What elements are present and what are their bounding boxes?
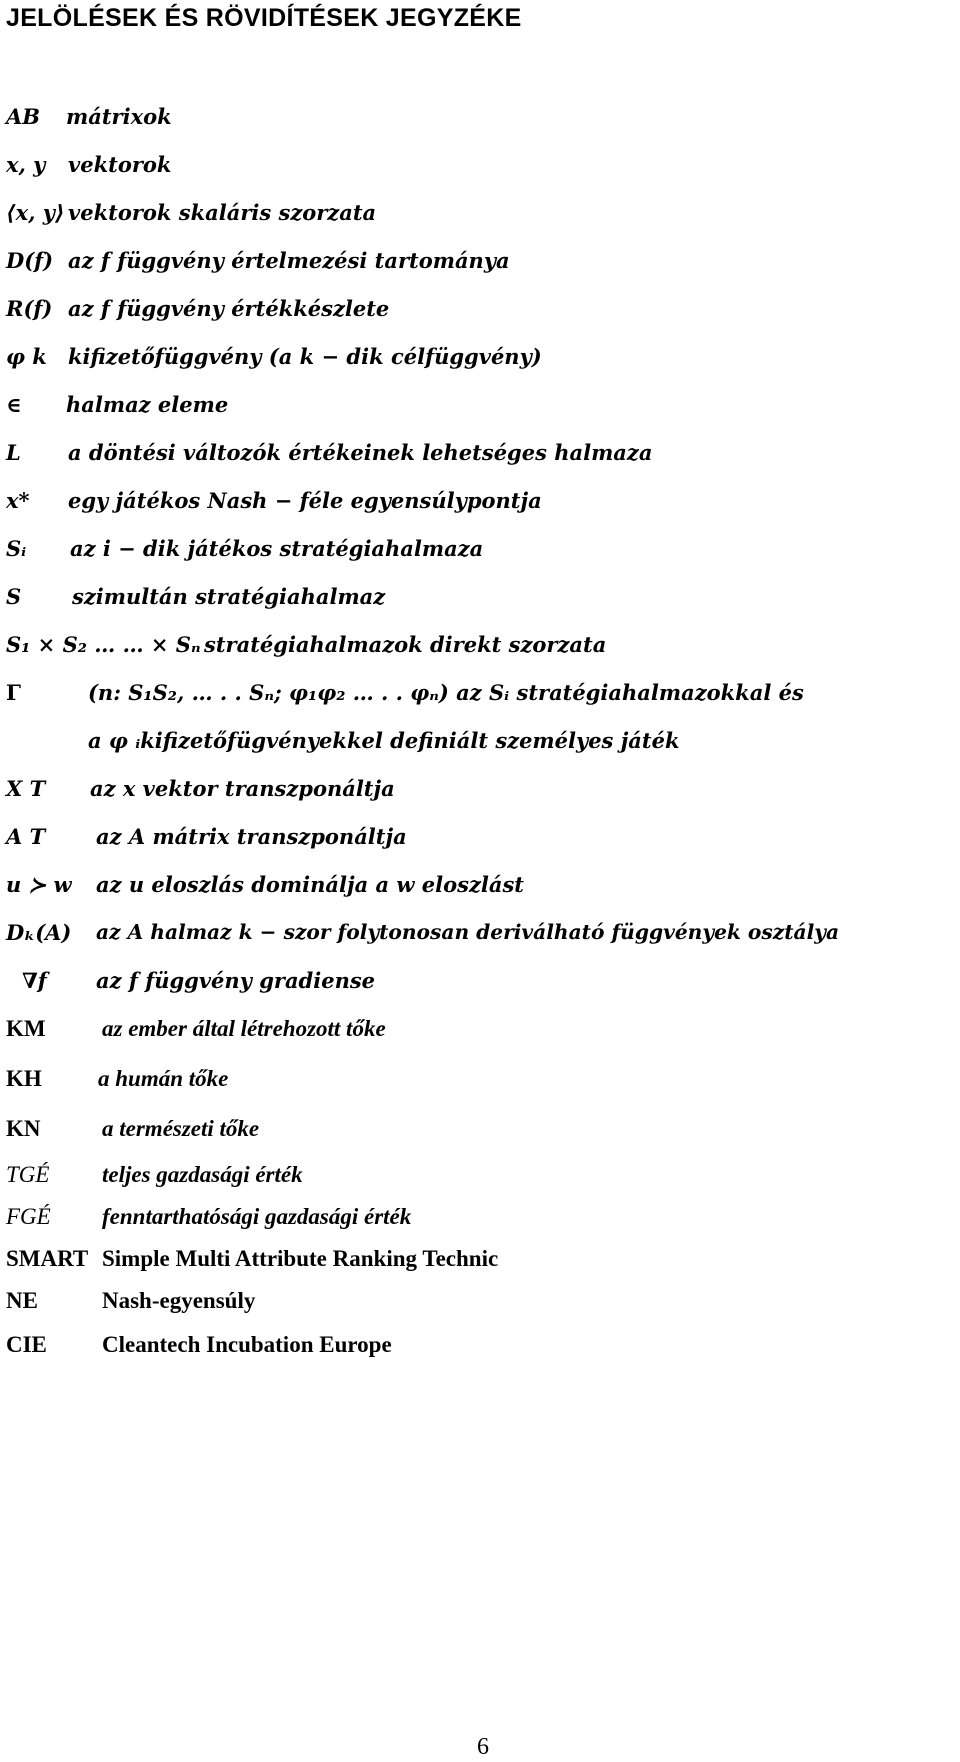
description-payoff: kifizetőfüggvény (a k − dik célfüggvény) bbox=[68, 344, 542, 369]
description-strategy-set: az i − dik játékos stratégiahalmaza bbox=[70, 536, 484, 561]
symbol-gradient: ∇f bbox=[22, 968, 47, 993]
symbol-matrix-transpose: A T bbox=[6, 824, 46, 849]
description-gradient: az f függvény gradiense bbox=[96, 968, 376, 993]
symbol-cie: CIE bbox=[6, 1332, 47, 1357]
description-sustainability-value: fenntarthatósági gazdasági érték bbox=[102, 1204, 412, 1229]
description-total-economic-value: teljes gazdasági érték bbox=[102, 1162, 303, 1187]
description-ne: Nash-egyensúly bbox=[102, 1288, 256, 1313]
description-range: az f függvény értékkészlete bbox=[68, 296, 390, 321]
symbol-decision-set: L bbox=[6, 440, 21, 465]
symbol-nash-point: x* bbox=[6, 488, 30, 513]
description-manmade-capital: az ember által létrehozott tőke bbox=[102, 1016, 386, 1041]
description-simultaneous-set: szimultán stratégiahalmaz bbox=[72, 584, 386, 609]
symbol-matrices: AB bbox=[6, 104, 41, 129]
description-smart: Simple Multi Attribute Ranking Technic bbox=[102, 1246, 499, 1271]
description-element-of: halmaz eleme bbox=[66, 392, 229, 417]
symbol-range: R(f) bbox=[6, 296, 53, 321]
description-vector-transpose: az x vektor transzponáltja bbox=[90, 776, 395, 801]
description-matrix-transpose: az A mátrix transzponáltja bbox=[96, 824, 407, 849]
symbol-simultaneous-set: S bbox=[6, 584, 22, 609]
description-human-capital: a humán tőke bbox=[98, 1066, 229, 1091]
description-cie: Cleantech Incubation Europe bbox=[102, 1332, 392, 1357]
symbol-manmade-capital: KM bbox=[6, 1016, 46, 1041]
description-differentiable-class: az A halmaz k − szor folytonosan deriválható függvények osztálya bbox=[96, 920, 840, 944]
symbol-dominance: u ≻ w bbox=[6, 872, 72, 897]
symbol-smart: SMART bbox=[6, 1246, 89, 1271]
symbol-vectors: x, y bbox=[6, 152, 46, 177]
symbol-domain: D(f) bbox=[6, 248, 54, 273]
symbol-element-of: ∈ bbox=[6, 392, 22, 417]
symbol-sustainability-value: FGÉ bbox=[6, 1204, 51, 1229]
symbol-direct-product: S₁ × S₂ … … × Sₙ bbox=[6, 632, 201, 657]
description-decision-set: a döntési változók értékeinek lehetséges halmaza bbox=[68, 440, 653, 465]
description-natural-capital: a természeti tőke bbox=[102, 1116, 260, 1141]
description-scalar-product: vektorok skaláris szorzata bbox=[68, 200, 377, 225]
description-domain: az f függvény értelmezési tartománya bbox=[68, 248, 510, 273]
description-dominance: az u eloszlás dominálja a w eloszlást bbox=[96, 872, 524, 897]
description-direct-product: stratégiahalmazok direkt szorzata bbox=[204, 632, 607, 657]
symbol-ne: NE bbox=[6, 1288, 38, 1313]
page-title: JELÖLÉSEK ÉS RÖVIDÍTÉSEK JEGYZÉKE bbox=[6, 4, 522, 32]
symbol-differentiable-class: Dₖ(A) bbox=[6, 920, 72, 945]
symbol-scalar-product: ⟨x, y⟩ bbox=[6, 200, 65, 225]
symbol-natural-capital: KN bbox=[6, 1116, 41, 1141]
symbol-total-economic-value: TGÉ bbox=[6, 1162, 50, 1187]
description-game-continued: a φ ᵢkifizetőfügvényekkel definiált személyes játék bbox=[88, 728, 680, 753]
description-vectors: vektorok bbox=[68, 152, 172, 177]
description-game: (n: S₁S₂, … . . Sₙ; φ₁φ₂ … . . φₙ) az Sᵢ stratégiahalmazokkal és bbox=[88, 680, 804, 705]
symbol-payoff: φ k bbox=[6, 344, 47, 369]
description-matrices: mátrixok bbox=[66, 104, 172, 129]
symbol-game: Γ bbox=[6, 680, 21, 705]
symbol-vector-transpose: X T bbox=[6, 776, 46, 801]
symbol-human-capital: KH bbox=[6, 1066, 42, 1091]
symbol-strategy-set: Sᵢ bbox=[6, 536, 27, 561]
page-number: 6 bbox=[477, 1734, 489, 1760]
description-nash-point: egy játékos Nash − féle egyensúlypontja bbox=[68, 488, 542, 513]
